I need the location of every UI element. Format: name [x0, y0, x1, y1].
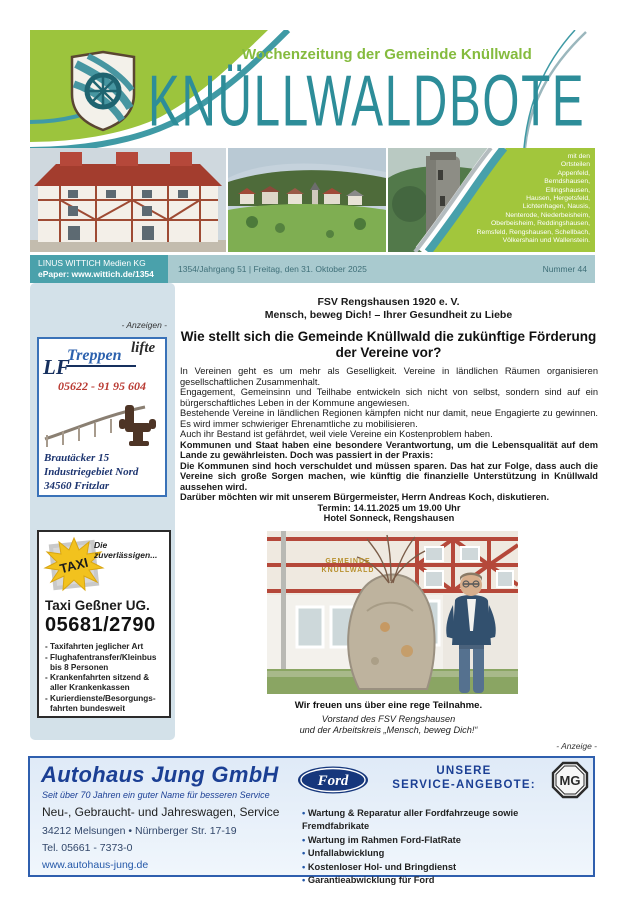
epaper-url: ePaper: www.wittich.de/1354 — [38, 268, 154, 279]
mg-logo-text: MG — [559, 773, 581, 788]
banner-photo-house — [30, 148, 226, 252]
masthead-title: KNÜLLWALDBOTE — [148, 59, 586, 142]
autohaus-service-item: • Garantieabwicklung für Ford — [302, 874, 587, 887]
article-kicker — [180, 296, 597, 321]
ortsteile-line: Völkershain und Wallenstein. — [502, 237, 590, 245]
ortsteile-line: Nenterode, Niederbeisheim, — [505, 211, 590, 219]
banner-photo-village — [228, 148, 386, 252]
ford-logo-text: Ford — [317, 773, 349, 789]
kicker-line: FSV Rengshausen 1920 e. V. — [317, 296, 460, 308]
taxi-company-name: Taxi Geßner UG. — [45, 598, 150, 613]
taxi-service-item: - Taxifahrten jeglicher Art — [45, 642, 144, 651]
autohaus-service-item: • Wartung im Rahmen Ford-FlatRate — [302, 834, 587, 847]
anzeige-label: - Anzeige - — [556, 741, 597, 751]
coat-of-arms — [66, 50, 140, 132]
autohaus-services-list — [302, 807, 587, 887]
autohaus-address: 34212 Melsungen • Nürnberger Str. 17-19 — [42, 825, 237, 837]
issue-number: Nummer 44 — [542, 264, 587, 274]
taxi-service-item: - Krankenfahrten sitzend & aller Krankenkassen — [45, 673, 150, 693]
ortsteile-line: Appenfeld, — [557, 169, 590, 177]
autohaus-phone: Tel. 05661 - 7373-0 — [42, 842, 133, 854]
caption-credit-line: Vorstand des FSV Rengshausen — [321, 714, 456, 724]
ortsteile-line: Ortsteilen — [560, 161, 590, 169]
taxi-tagline-line: Die — [94, 540, 108, 550]
article-paragraph: Die Kommunen sind hoch verschuldet und müssen sparen. Das hat zur Folge, dass auch die Vereine sich große Sorgen machen, wie künftig die finanzielle Unterstützung in Knüllwald aussehen wird. — [180, 460, 598, 492]
article-paragraph: Bestehende Vereine in ländlichen Regionen kämpfen nicht nur damit, neue Engagierte zu gewinnen. Es wird immer schwieriger Ehrenamtliche zu mobilisieren. — [180, 408, 598, 429]
article-photo-art — [267, 531, 518, 694]
ortsteile-line: Oberbeisheim, Reddingshausen, — [491, 220, 590, 228]
anzeigen-label: - Anzeigen - — [121, 320, 167, 330]
taxi-tagline-line: zuverlässigen... — [94, 550, 158, 560]
article-body — [180, 366, 598, 524]
issue-line: 1354/Jahrgang 51 | Freitag, den 31. Oktober 2025 — [178, 264, 367, 274]
service-heading-line: SERVICE-ANGEBOTE: — [392, 779, 536, 791]
stairlift-address-line: Industriegebiet Nord — [44, 466, 139, 478]
newspaper-page — [30, 30, 598, 886]
article-paragraph: Kommunen und Staat haben eine besondere Verantwortung, um die Lebensqualität auf dem Lande zu gewährleisten. Doch was passiert in der Praxis: — [180, 439, 598, 460]
ortsteile-line: Ellingshausen, — [545, 186, 590, 194]
taxi-tagline — [94, 540, 164, 560]
gemeinde-sign — [309, 557, 387, 575]
autohaus-website: www.autohaus-jung.de — [42, 859, 149, 871]
publisher-name: LINUS WITTICH Medien KG — [38, 258, 146, 268]
stairlift-ad — [37, 337, 167, 497]
gemeinde-sign-line: GEMEINDE — [325, 558, 371, 565]
stairlift-address — [44, 451, 138, 493]
stairlift-address-line: 34560 Fritzlar — [44, 480, 110, 492]
caption-credit-line: und der Arbeitskreis „Mensch, beweg Dich!“ — [299, 725, 478, 735]
masthead-subtitle: Wochenzeitung der Gemeinde Knüllwald — [242, 46, 532, 63]
event-date-line: Termin: 14.11.2025 um 19.00 Uhr — [317, 502, 461, 513]
service-offers-heading — [375, 764, 553, 792]
autohaus-slogan: Seit über 70 Jahren ein guter Name für besseren Service — [42, 790, 270, 800]
stairlift-logo-lf: LF — [43, 355, 70, 379]
taxi-phone: 05681/2790 — [45, 614, 156, 636]
article-paragraph: In Vereinen geht es um mehr als Geselligkeit. Vereine in ländlichen Räumen organisieren gesellschaftlichen Zusammenhalt. — [180, 366, 598, 387]
photo-banner — [30, 148, 595, 252]
taxi-service-item: - Kurierdienste/Besorgungs- fahrten bundesweit — [45, 693, 156, 713]
stairlift-logo-main: Treppen — [67, 347, 136, 367]
mg-logo — [551, 761, 589, 799]
kicker-line: Mensch, beweg Dich! – Ihrer Gesundheit zu Liebe — [264, 308, 513, 321]
article-paragraph: Auch ihr Bestand ist gefährdet, weil viele Vereine ein Kostenproblem haben. — [180, 429, 493, 439]
ortsteile-line: Remsfeld, Rengshausen, Schellbach, — [476, 228, 590, 236]
article-headline: Wie stellt sich die Gemeinde Knüllwald die zukünftige Förderung der Vereine vor? — [180, 329, 597, 360]
autohaus-title: Autohaus Jung GmbH — [41, 762, 279, 787]
taxi-ad — [37, 530, 171, 718]
ortsteile-line: Hausen, Hergetsfeld, — [526, 195, 590, 203]
photo-caption-credit — [180, 714, 597, 736]
autohaus-service-item: • Kostenloser Hol- und Bringdienst — [302, 861, 587, 874]
gemeinde-sign-line: KNÜLLWALD — [321, 567, 375, 574]
stairlift-illustration — [41, 395, 163, 451]
autohaus-ad — [28, 756, 595, 886]
ortsteile-line: Berndshausen, — [544, 178, 590, 186]
autohaus-service-item: • Wartung & Reparatur aller Fordfahrzeuge sowie Fremdfabrikate — [302, 807, 587, 834]
ortsteile-list — [420, 153, 590, 245]
stairlift-logo-suffix: lifte — [131, 340, 156, 356]
autohaus-offer-line: Neu-, Gebraucht- und Jahreswagen, Service — [42, 805, 280, 819]
ford-logo — [296, 765, 370, 795]
article-paragraph: Darüber möchten wir mit unserem Bürgermeister, Herrn Andreas Koch, diskutieren. — [180, 492, 550, 502]
article-photo — [267, 531, 518, 694]
ortsteile-line: Lichtenhagen, Nausis, — [522, 203, 590, 211]
taxi-services-list — [45, 642, 165, 715]
masthead — [30, 30, 595, 148]
event-location-line: Hotel Sonneck, Rengshausen — [323, 513, 455, 523]
ortsteile-line: mit den — [567, 153, 590, 160]
stairlift-address-line: Brautäcker 15 — [44, 452, 110, 464]
autohaus-service-item: • Unfallabwicklung — [302, 847, 587, 860]
publisher-box — [30, 255, 168, 283]
article-paragraph: Engagement, Gemeinsinn und Teilhabe entwickeln sich nicht von selbst, sondern sind auf ein bürgerschaftliches Leben in der Kommune angewiesen. — [180, 387, 598, 408]
issue-info-bar — [30, 255, 595, 283]
service-heading-line: UNSERE — [436, 765, 492, 777]
photo-caption-bold: Wir freuen uns über eine rege Teilnahme. — [294, 700, 483, 711]
taxi-service-item: - Flughafentransfer/Kleinbus bis 8 Personen — [45, 652, 157, 672]
stairlift-phone: 05622 - 91 95 604 — [58, 379, 146, 393]
taxi-logo-text: TAXI — [58, 554, 90, 577]
